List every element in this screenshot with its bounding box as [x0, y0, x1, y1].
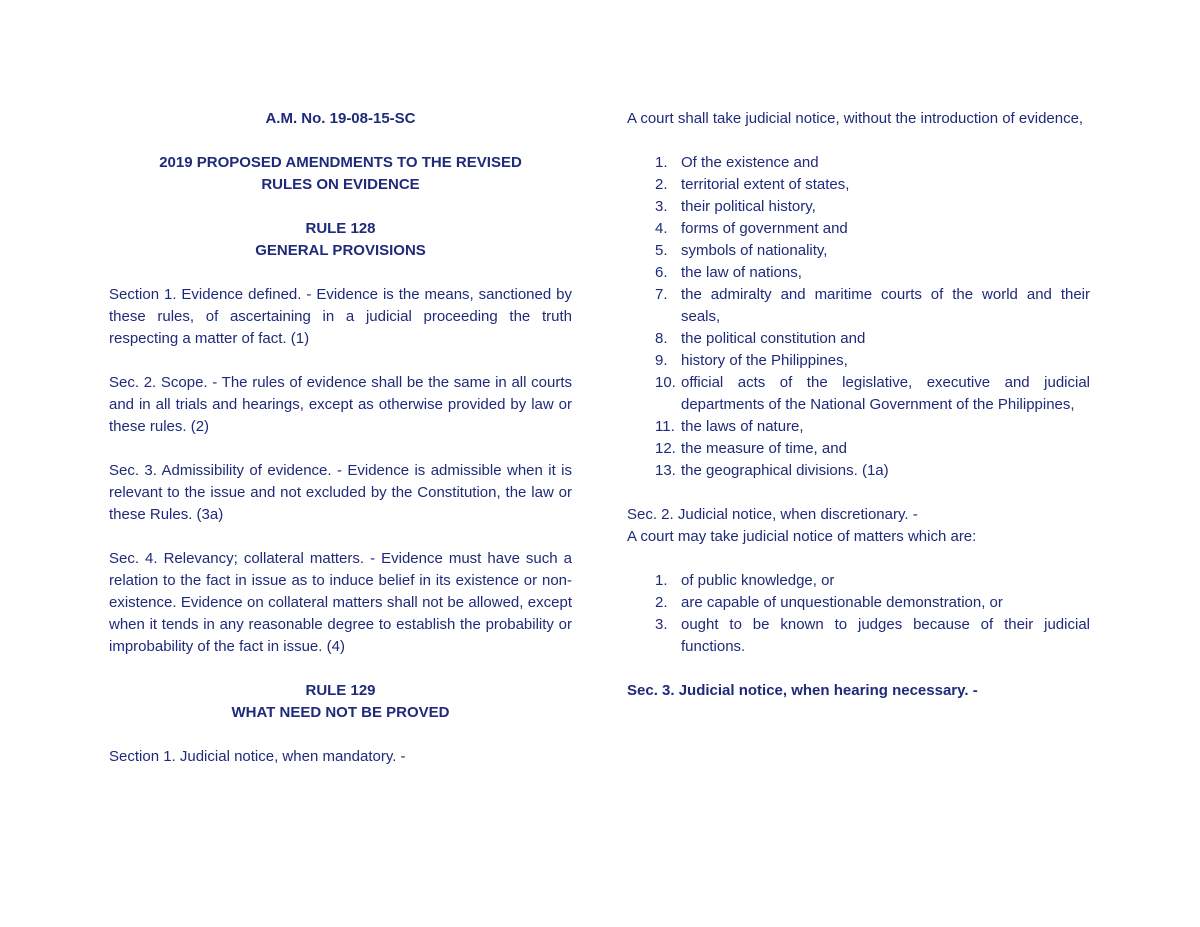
right-column [627, 108, 1090, 702]
document-title-line1: 2019 PROPOSED AMENDMENTS TO THE REVISED [159, 154, 522, 171]
rule-128-number: RULE 128 [305, 220, 376, 237]
left-column [109, 108, 572, 768]
list-item: 3. ought to be known to judges because of their judicial functions. [655, 616, 1090, 655]
list-item: 11. the laws of nature, [655, 418, 804, 435]
list-item: 13. the geographical divisions. (1a) [655, 462, 889, 479]
section-2-scope: Sec. 2. Scope. - The rules of evidence shall be the same in all courts and in all trials and hearings, except as otherwise provided by law or these rules. (2) [109, 374, 572, 435]
list-item: 1. Of the existence and [655, 154, 819, 171]
section-2-discretionary-heading: Sec. 2. Judicial notice, when discretionary. - [627, 506, 918, 523]
list-item: 7. the admiralty and maritime courts of the world and their seals, [655, 286, 1090, 325]
list-item: 1. of public knowledge, or [655, 572, 835, 589]
list-item: 2. territorial extent of states, [655, 176, 850, 193]
list-item: 5. symbols of nationality, [655, 242, 828, 259]
rule-129-section-1: Section 1. Judicial notice, when mandatory. - [109, 748, 406, 765]
rule-129-number: RULE 129 [305, 682, 376, 699]
list-item: 10. official acts of the legislative, executive and judicial departments of the National Government of the Philippines, [655, 374, 1090, 413]
mandatory-notice-intro: A court shall take judicial notice, without the introduction of evidence, [627, 110, 1084, 127]
section-1-evidence-defined: Section 1. Evidence defined. - Evidence is the means, sanctioned by these rules, of ascertaining in a judicial proceeding the truth respecting a matter of fact. (1) [109, 286, 572, 347]
list-item: 4. forms of government and [655, 220, 848, 237]
list-item: 2. are capable of unquestionable demonstration, or [655, 594, 1003, 611]
rule-129-title: WHAT NEED NOT BE PROVED [231, 704, 450, 721]
am-number: A.M. No. 19-08-15-SC [265, 110, 416, 127]
list-item: 3. their political history, [655, 198, 816, 215]
rule-128-title: GENERAL PROVISIONS [255, 242, 426, 259]
section-3-hearing-heading: Sec. 3. Judicial notice, when hearing necessary. - [627, 682, 978, 699]
document-title-line2: RULES ON EVIDENCE [261, 176, 420, 193]
section-4-relevancy: Sec. 4. Relevancy; collateral matters. - Evidence must have such a relation to the fact in issue as to induce belief in its existence or non-existence. Evidence on collateral matters shall not be allowed, except when it tends in any reasonable degree to establish the probability or improbability of the fact in issue. (4) [109, 550, 572, 655]
discretionary-notice-list [627, 570, 1090, 658]
list-item: 9. history of the Philippines, [655, 352, 848, 369]
section-3-admissibility: Sec. 3. Admissibility of evidence. - Evidence is admissible when it is relevant to the issue and not excluded by the Constitution, the law or these Rules. (3a) [109, 462, 572, 523]
list-item: 12. the measure of time, and [655, 440, 847, 457]
mandatory-notice-list [627, 152, 1090, 482]
list-item: 6. the law of nations, [655, 264, 802, 281]
list-item: 8. the political constitution and [655, 330, 866, 347]
section-2-discretionary-intro: A court may take judicial notice of matters which are: [627, 528, 977, 545]
